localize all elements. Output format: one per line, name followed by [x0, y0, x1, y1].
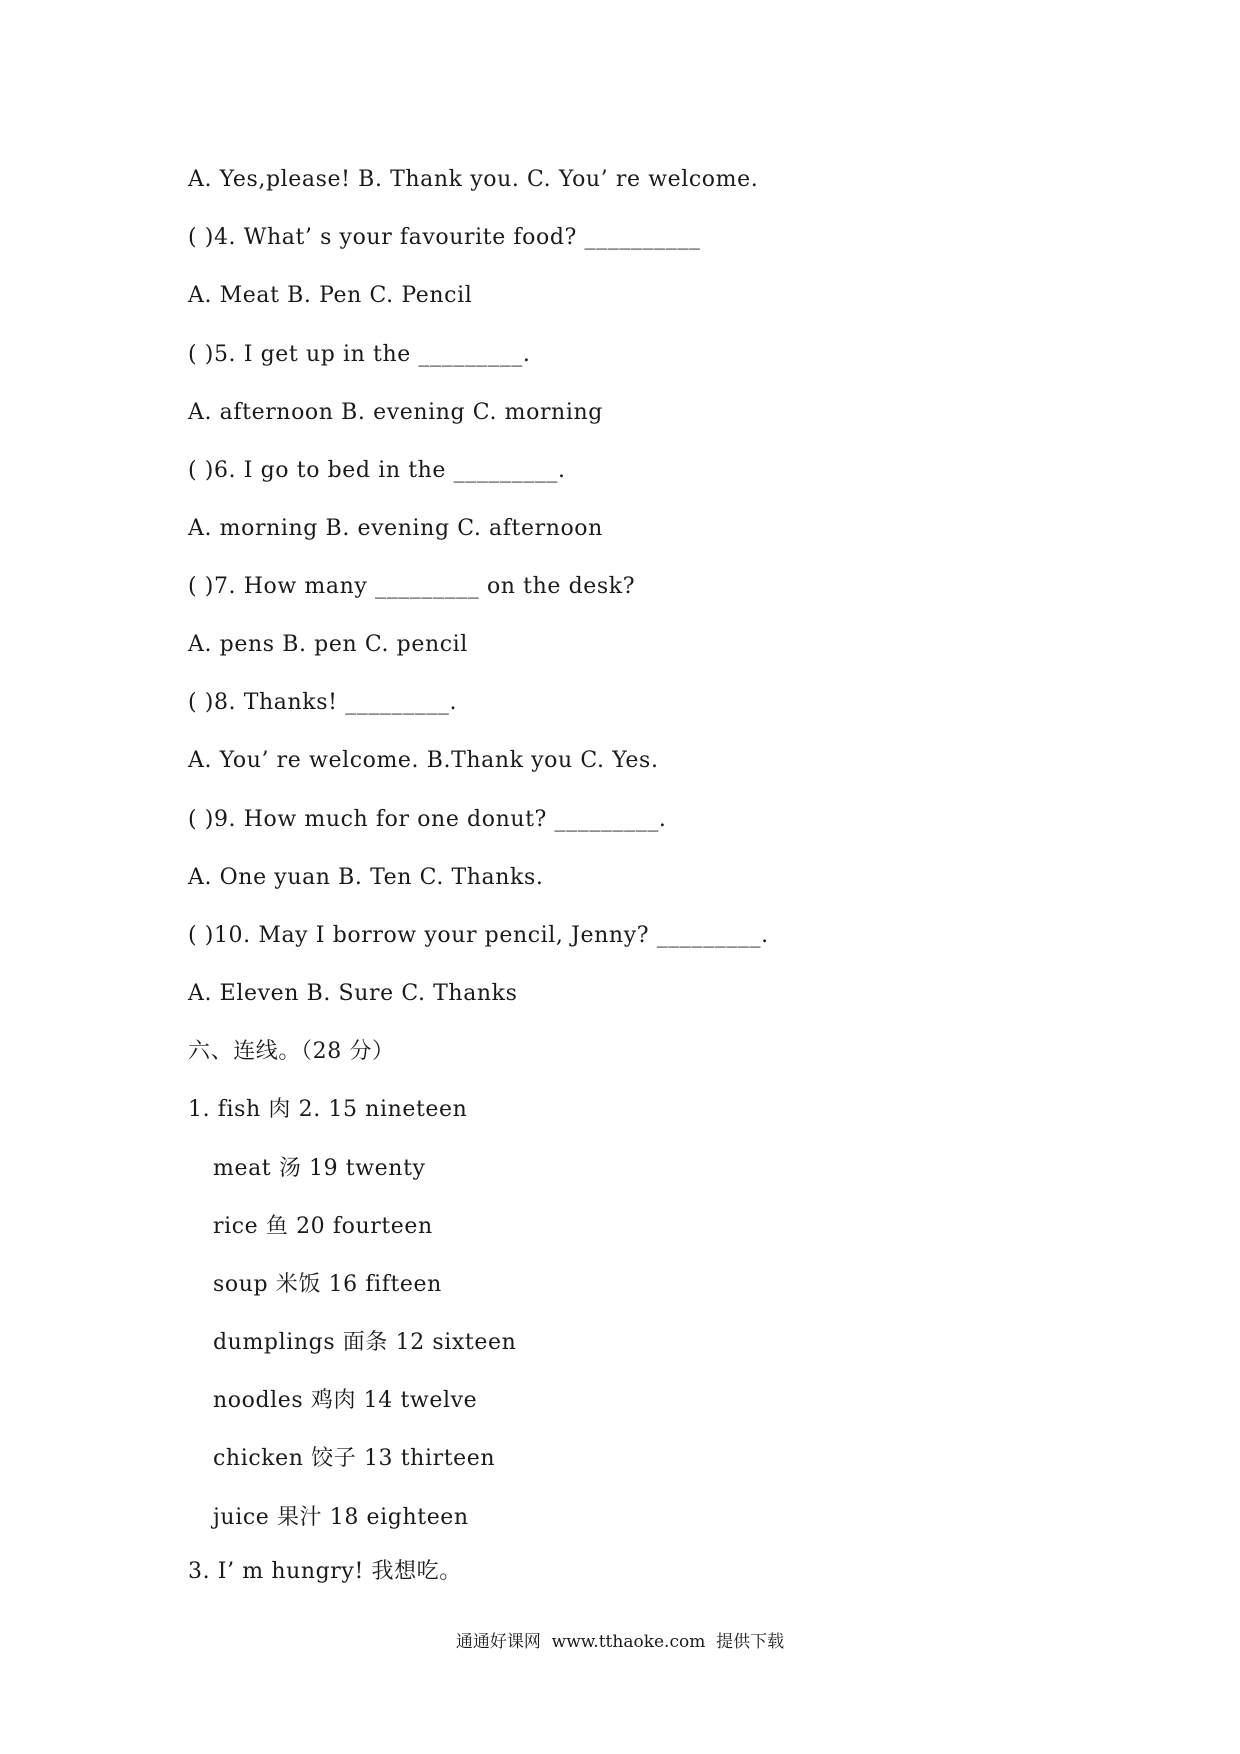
question-5: ( )5. I get up in the _________.	[188, 342, 531, 367]
option-line-q3: A. Yes,please! B. Thank you. C. You’ re welcome.	[188, 167, 759, 192]
matching-row: noodles 鸡肉 14 twelve	[213, 1388, 478, 1413]
option-line-q5: A. afternoon B. evening C. morning	[188, 400, 603, 425]
question-3-hungry: 3. I’ m hungry! 我想吃。	[188, 1559, 462, 1584]
option-line-q4: A. Meat B. Pen C. Pencil	[188, 283, 473, 308]
option-line-q8: A. You’ re welcome. B.Thank you C. Yes.	[188, 748, 659, 773]
question-9: ( )9. How much for one donut? _________.	[188, 807, 667, 832]
section-heading-matching: 六、连线。（28 分）	[188, 1039, 395, 1064]
matching-row: meat 汤 19 twenty	[213, 1156, 426, 1181]
matching-row: juice 果汁 18 eighteen	[213, 1505, 469, 1530]
question-6: ( )6. I go to bed in the _________.	[188, 458, 566, 483]
matching-row: soup 米饭 16 fifteen	[213, 1272, 442, 1297]
option-line-q7: A. pens B. pen C. pencil	[188, 632, 468, 657]
question-10: ( )10. May I borrow your pencil, Jenny? _________.	[188, 923, 769, 948]
question-8: ( )8. Thanks! _________.	[188, 690, 458, 715]
question-4: ( )4. What’ s your favourite food? __________	[188, 225, 701, 250]
matching-row: chicken 饺子 13 thirteen	[213, 1446, 496, 1471]
option-line-q6: A. morning B. evening C. afternoon	[188, 516, 603, 541]
matching-row: rice 鱼 20 fourteen	[213, 1214, 433, 1239]
matching-row: dumplings 面条 12 sixteen	[213, 1330, 517, 1355]
page-footer: 通通好课网 www.tthaoke.com 提供下载	[455, 1632, 785, 1652]
option-line-q9: A. One yuan B. Ten C. Thanks.	[188, 865, 544, 890]
option-line-q10: A. Eleven B. Sure C. Thanks	[188, 981, 518, 1006]
question-7: ( )7. How many _________ on the desk?	[188, 574, 636, 599]
matching-row: 1. fish 肉 2. 15 nineteen	[188, 1097, 468, 1122]
